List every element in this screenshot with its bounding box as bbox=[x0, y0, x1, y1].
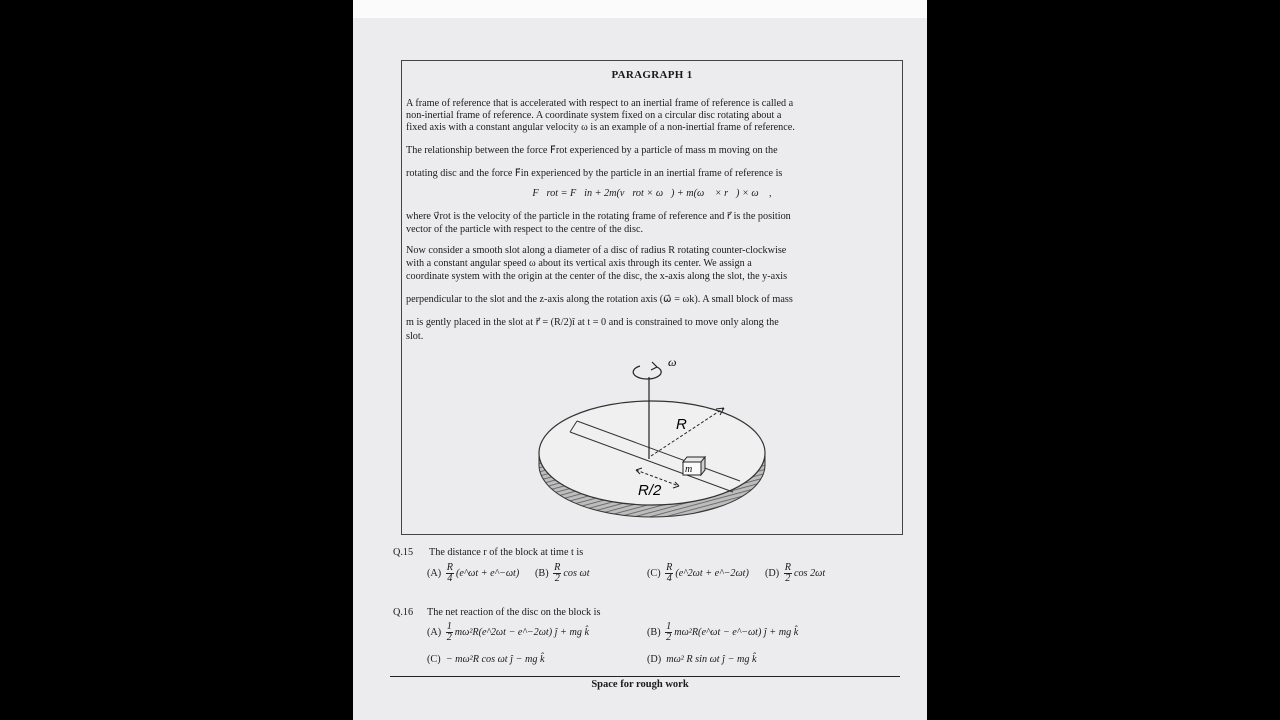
paragraph-line: m is gently placed in the slot at r⃗ = (R/2)î at t = 0 and is constrained to move only along the bbox=[406, 317, 779, 328]
option-expression: cos ωt bbox=[563, 567, 590, 579]
paragraph-title: PARAGRAPH 1 bbox=[611, 69, 693, 81]
option-label: (D) bbox=[647, 654, 662, 665]
option-label: (B) bbox=[535, 567, 549, 579]
option-label: (A) bbox=[427, 626, 442, 638]
fraction: $\frac{R}{4}$ bbox=[446, 562, 453, 584]
q15-option-a[interactable] bbox=[427, 563, 519, 584]
option-expression: mω²R(e^2ωt − e^−2ωt) ĵ + mg k̂ bbox=[454, 626, 589, 638]
fraction: $\frac{R}{2}$ bbox=[554, 562, 561, 584]
option-expression: (e^2ωt + e^−2ωt) bbox=[675, 567, 749, 579]
q15-text: The distance r of the block at time t is bbox=[429, 547, 584, 558]
option-expression: mω² R sin ωt ĵ − mg k̂ bbox=[666, 654, 757, 665]
option-expression: cos 2ωt bbox=[793, 567, 826, 579]
q15-option-b[interactable] bbox=[535, 563, 590, 584]
paragraph-line: where v⃗rot is the velocity of the particle in the rotating frame of reference and r⃗ is the position bbox=[406, 211, 791, 222]
q16-number: Q.16 bbox=[393, 607, 414, 618]
q16-option-b[interactable] bbox=[647, 622, 798, 643]
option-label: (C) bbox=[427, 654, 441, 665]
option-label: (A) bbox=[427, 567, 442, 579]
block-mass-label: m bbox=[685, 464, 693, 475]
paragraph-line: A frame of reference that is accelerated with respect to an inertial frame of reference is called a bbox=[406, 98, 794, 109]
q16-option-a[interactable] bbox=[427, 622, 589, 643]
paragraph-box bbox=[401, 60, 903, 535]
fraction: $\frac{R}{4}$ bbox=[666, 562, 673, 584]
paragraph-line: slot. bbox=[406, 331, 424, 342]
half-radius-label: R/2 bbox=[638, 482, 662, 499]
paragraph-line: rotating disc and the force F⃗in experienced by the particle in an inertial frame of reference is bbox=[406, 168, 783, 179]
fraction: $\frac{R}{2}$ bbox=[784, 562, 791, 584]
paragraph-line: Now consider a smooth slot along a diameter of a disc of radius R rotating counter-clockwise bbox=[406, 245, 787, 256]
q16-option-c[interactable] bbox=[427, 654, 545, 665]
paragraph-line: The relationship between the force F⃗rot experienced by a particle of mass m moving on the bbox=[406, 145, 778, 156]
rotating-frame-equation: F⃗rot = F⃗in + 2m(v⃗rot × ω⃗) + m(ω⃗ × r⃗) × ω⃗ , bbox=[532, 188, 772, 199]
q15-option-c[interactable] bbox=[647, 563, 749, 584]
rough-work-label: Space for rough work bbox=[591, 679, 689, 690]
paragraph-line: coordinate system with the origin at the center of the disc, the x-axis along the slot, the y-axis bbox=[406, 271, 788, 282]
paragraph-line: fixed axis with a constant angular velocity ω is an example of a non-inertial frame of reference. bbox=[406, 122, 795, 133]
fraction: $\frac{1}{2}$ bbox=[446, 621, 452, 643]
q15-number: Q.15 bbox=[393, 547, 414, 558]
paragraph-line: non-inertial frame of reference. A coordinate system fixed on a circular disc rotating about a bbox=[406, 110, 782, 121]
rotation-arrow-icon bbox=[633, 362, 661, 379]
fraction: $\frac{1}{2}$ bbox=[666, 621, 672, 643]
exam-page bbox=[353, 0, 927, 720]
q15-option-d[interactable] bbox=[765, 563, 825, 584]
option-label: (D) bbox=[765, 567, 780, 579]
option-expression: − mω²R cos ωt ĵ − mg k̂ bbox=[445, 654, 545, 665]
paragraph-line: with a constant angular speed ω about its vertical axis through its center. We assign a bbox=[406, 258, 752, 269]
paragraph-line: perpendicular to the slot and the z-axis along the rotation axis (ω⃗ = ωk̂). A small block of mass bbox=[406, 294, 793, 305]
option-label: (B) bbox=[647, 626, 661, 638]
rotating-disc-figure bbox=[402, 61, 902, 534]
q16-text: The net reaction of the disc on the block is bbox=[427, 607, 601, 618]
radius-label: R bbox=[676, 416, 687, 433]
q16-option-d[interactable] bbox=[647, 654, 757, 665]
page-top-strip bbox=[353, 0, 927, 18]
footer-divider bbox=[390, 676, 900, 677]
omega-label: ω bbox=[668, 355, 677, 369]
option-expression: mω²R(e^ωt − e^−ωt) ĵ + mg k̂ bbox=[674, 626, 799, 638]
option-label: (C) bbox=[647, 567, 661, 579]
option-expression: (e^ωt + e^−ωt) bbox=[455, 567, 520, 579]
paragraph-line: vector of the particle with respect to the centre of the disc. bbox=[406, 224, 644, 235]
